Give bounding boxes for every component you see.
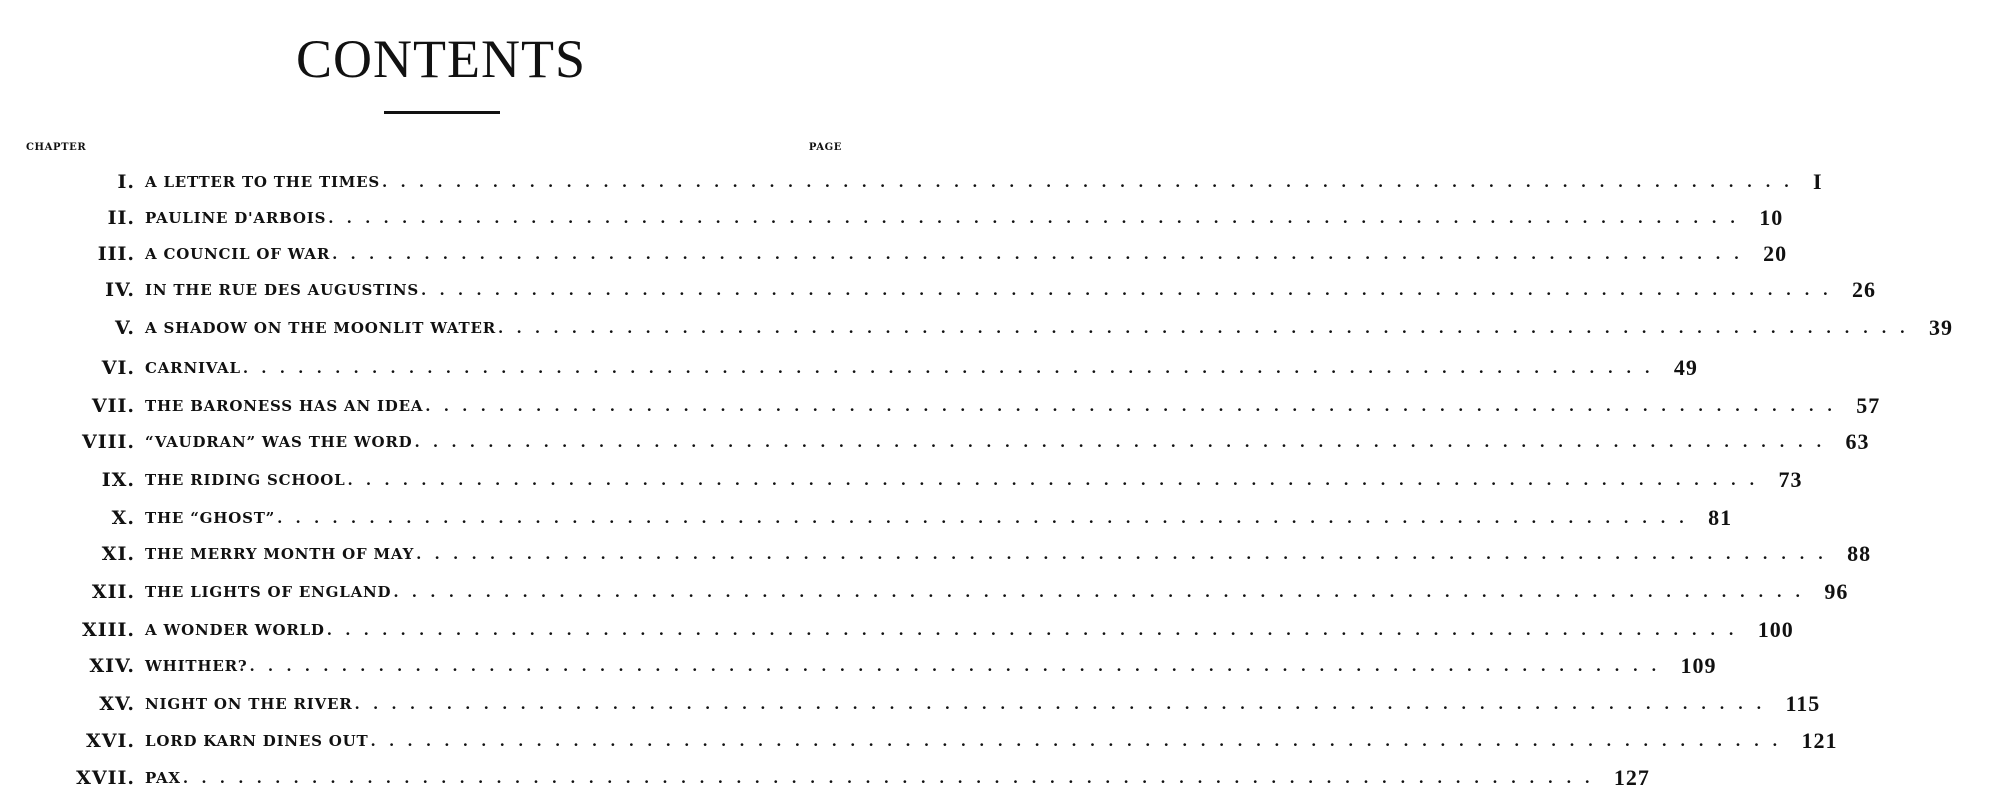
leader-dots: . . . . . . . . . . . . . . . . . . . . . . . . . . . . . . . . . . . . . . . . . . . . . . . . . . . . . . . . . . . . . . . . . . . . . . . . . . . . . <box>421 281 1833 299</box>
toc-entry-chapter-2 <box>0 200 1784 236</box>
toc-entry-chapter-4 <box>0 272 1877 308</box>
leader-dots: . . . . . . . . . . . . . . . . . . . . . . . . . . . . . . . . . . . . . . . . . . . . . . . . . . . . . . . . . . . . . . . . . . . . . . . . . . . . . <box>328 209 1740 227</box>
chapter-number: XIV. <box>89 655 135 677</box>
page-number: 39 <box>1929 315 1953 340</box>
page-number: 10 <box>1759 205 1784 230</box>
chapter-number: VI. <box>101 357 135 379</box>
chapter-title: PAULINE D'ARBOIS <box>145 209 327 227</box>
chapter-number: III. <box>97 243 135 265</box>
toc-entry-chapter-15 <box>0 686 1821 722</box>
chapter-title: WHITHER? <box>145 657 248 675</box>
toc-entry-chapter-11 <box>0 536 1872 572</box>
chapter-title: IN THE RUE DES AUGUSTINS <box>145 281 420 299</box>
page-number: 96 <box>1824 579 1849 604</box>
chapter-number: XIII. <box>81 619 135 641</box>
chapter-number: XI. <box>101 543 135 565</box>
chapter-title: THE LIGHTS OF ENGLAND <box>145 583 392 601</box>
leader-dots: . . . . . . . . . . . . . . . . . . . . . . . . . . . . . . . . . . . . . . . . . . . . . . . . . . . . . . . . . . . . . . . . . . . . . . . . . . . . . <box>332 245 1744 263</box>
chapter-title: A COUNCIL OF WAR <box>145 245 331 263</box>
page-number: 57 <box>1856 393 1881 418</box>
chapter-number: XV. <box>99 693 135 715</box>
chapter-number: XII. <box>91 581 135 603</box>
page-number: 81 <box>1708 505 1733 530</box>
page-number: 26 <box>1852 277 1877 302</box>
chapter-title: CARNIVAL <box>145 359 241 377</box>
chapter-number: VII. <box>91 395 135 417</box>
chapter-number: X. <box>111 507 135 529</box>
leader-dots: . . . . . . . . . . . . . . . . . . . . . . . . . . . . . . . . . . . . . . . . . . . . . . . . . . . . . . . . . . . . . . . . . . . . . . . . . . . . . <box>414 433 1826 451</box>
page-number: 109 <box>1680 653 1717 678</box>
page-number: 73 <box>1778 467 1803 492</box>
page-number: 100 <box>1757 617 1794 642</box>
leader-dots: . . . . . . . . . . . . . . . . . . . . . . . . . . . . . . . . . . . . . . . . . . . . . . . . . . . . . . . . . . . . . . . . . . . . . . . . . . . . . <box>370 732 1782 750</box>
chapter-number: IV. <box>105 279 135 301</box>
chapter-title: “VAUDRAN” WAS THE WORD <box>145 433 413 451</box>
chapter-title: THE RIDING SCHOOL <box>145 471 346 489</box>
chapter-number: IX. <box>101 469 135 491</box>
chapter-title: NIGHT ON THE RIVER <box>145 695 353 713</box>
page-number: 115 <box>1785 691 1821 716</box>
chapter-title: A SHADOW ON THE MOONLIT WATER <box>145 319 496 337</box>
leader-dots: . . . . . . . . . . . . . . . . . . . . . . . . . . . . . . . . . . . . . . . . . . . . . . . . . . . . . . . . . . . . . . . . . . . . . . . . . . . . . <box>249 657 1661 675</box>
page-number: 121 <box>1801 728 1838 753</box>
toc-entry-chapter-17 <box>0 760 1650 796</box>
toc-entry-chapter-9 <box>0 462 1803 498</box>
chapter-number: XVII. <box>76 767 135 789</box>
toc-entry-chapter-6 <box>0 350 1698 386</box>
page-column-header: PAGE <box>808 142 842 153</box>
leader-dots: . . . . . . . . . . . . . . . . . . . . . . . . . . . . . . . . . . . . . . . . . . . . . . . . . . . . . . . . . . . . . . . . . . . . . . . . . . . . . <box>393 583 1805 601</box>
leader-dots: . . . . . . . . . . . . . . . . . . . . . . . . . . . . . . . . . . . . . . . . . . . . . . . . . . . . . . . . . . . . . . . . . . . . . . . . . . . . . <box>425 397 1837 415</box>
leader-dots: . . . . . . . . . . . . . . . . . . . . . . . . . . . . . . . . . . . . . . . . . . . . . . . . . . . . . . . . . . . . . . . . . . . . . . . . . . . . . <box>354 695 1766 713</box>
toc-entry-chapter-3 <box>0 236 1788 272</box>
toc-entry-chapter-12 <box>0 574 1849 610</box>
leader-dots: . . . . . . . . . . . . . . . . . . . . . . . . . . . . . . . . . . . . . . . . . . . . . . . . . . . . . . . . . . . . . . . . . . . . . . . . . . . . . <box>326 621 1738 639</box>
chapter-title: THE BARONESS HAS AN IDEA <box>145 397 424 415</box>
toc-entry-chapter-7 <box>0 388 1881 424</box>
page-number: 20 <box>1763 241 1788 266</box>
chapter-column-header: CHAPTER <box>26 142 87 153</box>
chapter-title: LORD KARN DINES OUT <box>145 732 369 750</box>
page-number: I <box>1813 169 1823 194</box>
leader-dots: . . . . . . . . . . . . . . . . . . . . . . . . . . . . . . . . . . . . . . . . . . . . . . . . . . . . . . . . . . . . . . . . . . . . . . . . . . . . . <box>382 173 1794 191</box>
leader-dots: . . . . . . . . . . . . . . . . . . . . . . . . . . . . . . . . . . . . . . . . . . . . . . . . . . . . . . . . . . . . . . . . . . . . . . . . . . . . . <box>498 319 1909 337</box>
toc-entry-chapter-1 <box>0 164 1823 200</box>
toc-entry-chapter-13 <box>0 612 1794 648</box>
leader-dots: . . . . . . . . . . . . . . . . . . . . . . . . . . . . . . . . . . . . . . . . . . . . . . . . . . . . . . . . . . . . . . . . . . . . . . . . . . . . . <box>347 471 1759 489</box>
leader-dots: . . . . . . . . . . . . . . . . . . . . . . . . . . . . . . . . . . . . . . . . . . . . . . . . . . . . . . . . . . . . . . . . . . . . . . . . . . . . . <box>182 769 1594 787</box>
toc-entry-chapter-14 <box>0 648 1717 684</box>
page-number: 49 <box>1673 355 1698 380</box>
chapter-title: A WONDER WORLD <box>145 621 325 639</box>
toc-entry-chapter-16 <box>0 723 1838 759</box>
page-title: CONTENTS <box>296 29 586 89</box>
page-number: 63 <box>1845 429 1870 454</box>
chapter-number: II. <box>107 207 135 229</box>
leader-dots: . . . . . . . . . . . . . . . . . . . . . . . . . . . . . . . . . . . . . . . . . . . . . . . . . . . . . . . . . . . . . . . . . . . . . . . . . . . . . <box>277 509 1689 527</box>
chapter-number: I. <box>117 171 135 193</box>
toc-entry-chapter-8 <box>0 424 1870 460</box>
chapter-title: THE MERRY MONTH OF MAY <box>145 545 415 563</box>
chapter-title: PAX <box>145 769 181 787</box>
leader-dots: . . . . . . . . . . . . . . . . . . . . . . . . . . . . . . . . . . . . . . . . . . . . . . . . . . . . . . . . . . . . . . . . . . . . . . . . . . . . . <box>242 359 1654 377</box>
toc-entry-chapter-5 <box>0 310 1953 346</box>
toc-entry-chapter-10 <box>0 500 1733 536</box>
chapter-title: A LETTER TO THE TIMES <box>145 173 381 191</box>
page-number: 127 <box>1613 765 1650 790</box>
chapter-number: XVI. <box>86 730 135 752</box>
chapter-title: THE “GHOST” <box>145 509 276 527</box>
chapter-number: V. <box>114 317 135 339</box>
chapter-number: VIII. <box>81 431 135 453</box>
leader-dots: . . . . . . . . . . . . . . . . . . . . . . . . . . . . . . . . . . . . . . . . . . . . . . . . . . . . . . . . . . . . . . . . . . . . . . . . . . . . . <box>416 545 1828 563</box>
page-number: 88 <box>1847 541 1872 566</box>
title-rule <box>384 111 500 114</box>
